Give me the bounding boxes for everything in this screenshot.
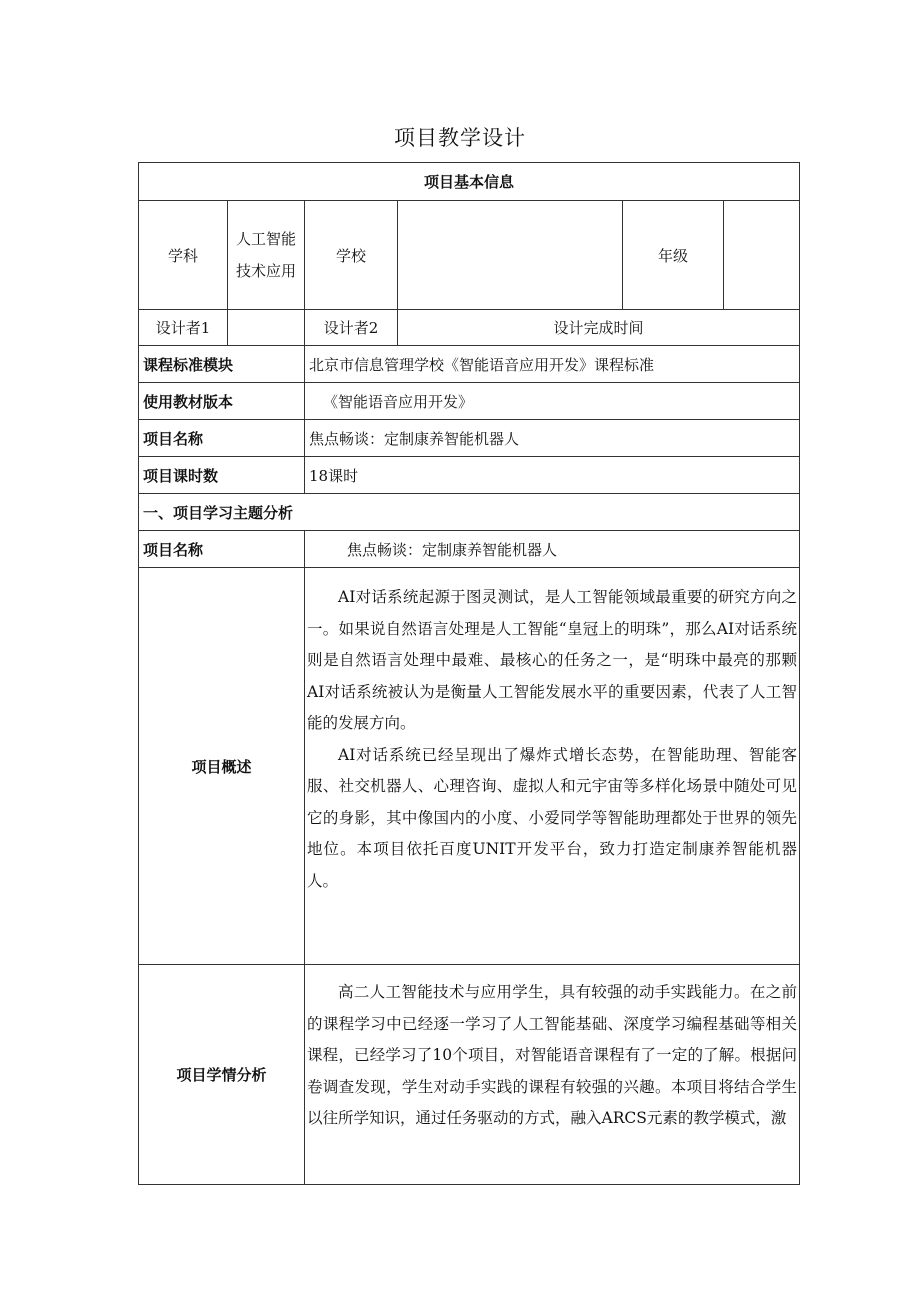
subject-value: 人工智能技术应用: [228, 201, 305, 310]
hours-row: [139, 457, 800, 494]
overview-paragraph-2: AI对话系统已经呈现出了爆炸式增长态势，在智能助理、智能客服、社交机器人、心理咨询、虚拟人和元宇宙等多样化场景中随处可见它的身影，其中像国内的小度、小爱同学等智能助理都处于世界的领先地位。本项目依托百度UNIT开发平台，致力打造定制康养智能机器人。: [307, 745, 798, 890]
basic-info-header-row: [139, 163, 800, 201]
textbook-row: [139, 383, 800, 420]
learner-paragraph-1: 高二人工智能技术与应用学生，具有较强的动手实践能力。在之前的课程学习中已经逐一学习了人工智能基础、深度学习编程基础等相关课程，已经学习了10个项目，对智能语音课程有了一定的了解。根据问卷调查发现，学生对动手实践的课程有较强的兴趣。本项目将结合学生以往所学知识，通过任务驱动的方式，融入ARCS元素的教学模式，激: [307, 983, 798, 1127]
grade-value: [724, 201, 800, 310]
grade-label: 年级: [623, 201, 724, 310]
standard-row: [139, 346, 800, 383]
project-name-value: 焦点畅谈：定制康养智能机器人: [305, 420, 800, 457]
textbook-value: 《智能语音应用开发》: [305, 383, 800, 420]
overview-label: 项目概述: [139, 568, 305, 965]
section-one-row: [139, 494, 800, 531]
hours-value: 18课时: [305, 457, 800, 494]
analysis-name-label: 项目名称: [139, 531, 305, 568]
overview-row: [139, 568, 800, 965]
subject-row: [139, 201, 800, 310]
analysis-name-row: [139, 531, 800, 568]
designers-row: [139, 310, 800, 346]
designer2-label: 设计者2: [305, 310, 398, 346]
designer1-label: 设计者1: [139, 310, 228, 346]
learner-analysis-label: 项目学情分析: [139, 965, 305, 1185]
textbook-label: 使用教材版本: [139, 383, 305, 420]
learner-content: [305, 965, 800, 1185]
project-info-table: [138, 162, 800, 1185]
designer1-value: [228, 310, 305, 346]
standard-value: 北京市信息管理学校《智能语音应用开发》课程标准: [305, 346, 800, 383]
school-label: 学校: [305, 201, 398, 310]
subject-label: 学科: [139, 201, 228, 310]
standard-label: 课程标准模块: [139, 346, 305, 383]
learner-row: [139, 965, 800, 1185]
section-one-heading: 一、项目学习主题分析: [139, 494, 800, 531]
hours-label: 项目课时数: [139, 457, 305, 494]
document-title: 项目教学设计: [394, 126, 526, 150]
project-name-label: 项目名称: [139, 420, 305, 457]
overview-content: [305, 568, 800, 965]
section-basic-info: 项目基本信息: [139, 163, 800, 201]
analysis-name-value: 焦点畅谈：定制康养智能机器人: [305, 531, 800, 568]
overview-paragraph-1: AI对话系统起源于图灵测试，是人工智能领域最重要的研究方向之一。如果说自然语言处理是人工智能“皇冠上的明珠”，那么AI对话系统则是自然语言处理中最难、最核心的任务之一，是“明珠中最亮的那颗AI对话系统被认为是衡量人工智能发展水平的重要因素，代表了人工智能的发展方向。: [307, 588, 798, 732]
completion-time-label: 设计完成时间: [398, 310, 800, 346]
school-value: [398, 201, 623, 310]
project-name-row: [139, 420, 800, 457]
